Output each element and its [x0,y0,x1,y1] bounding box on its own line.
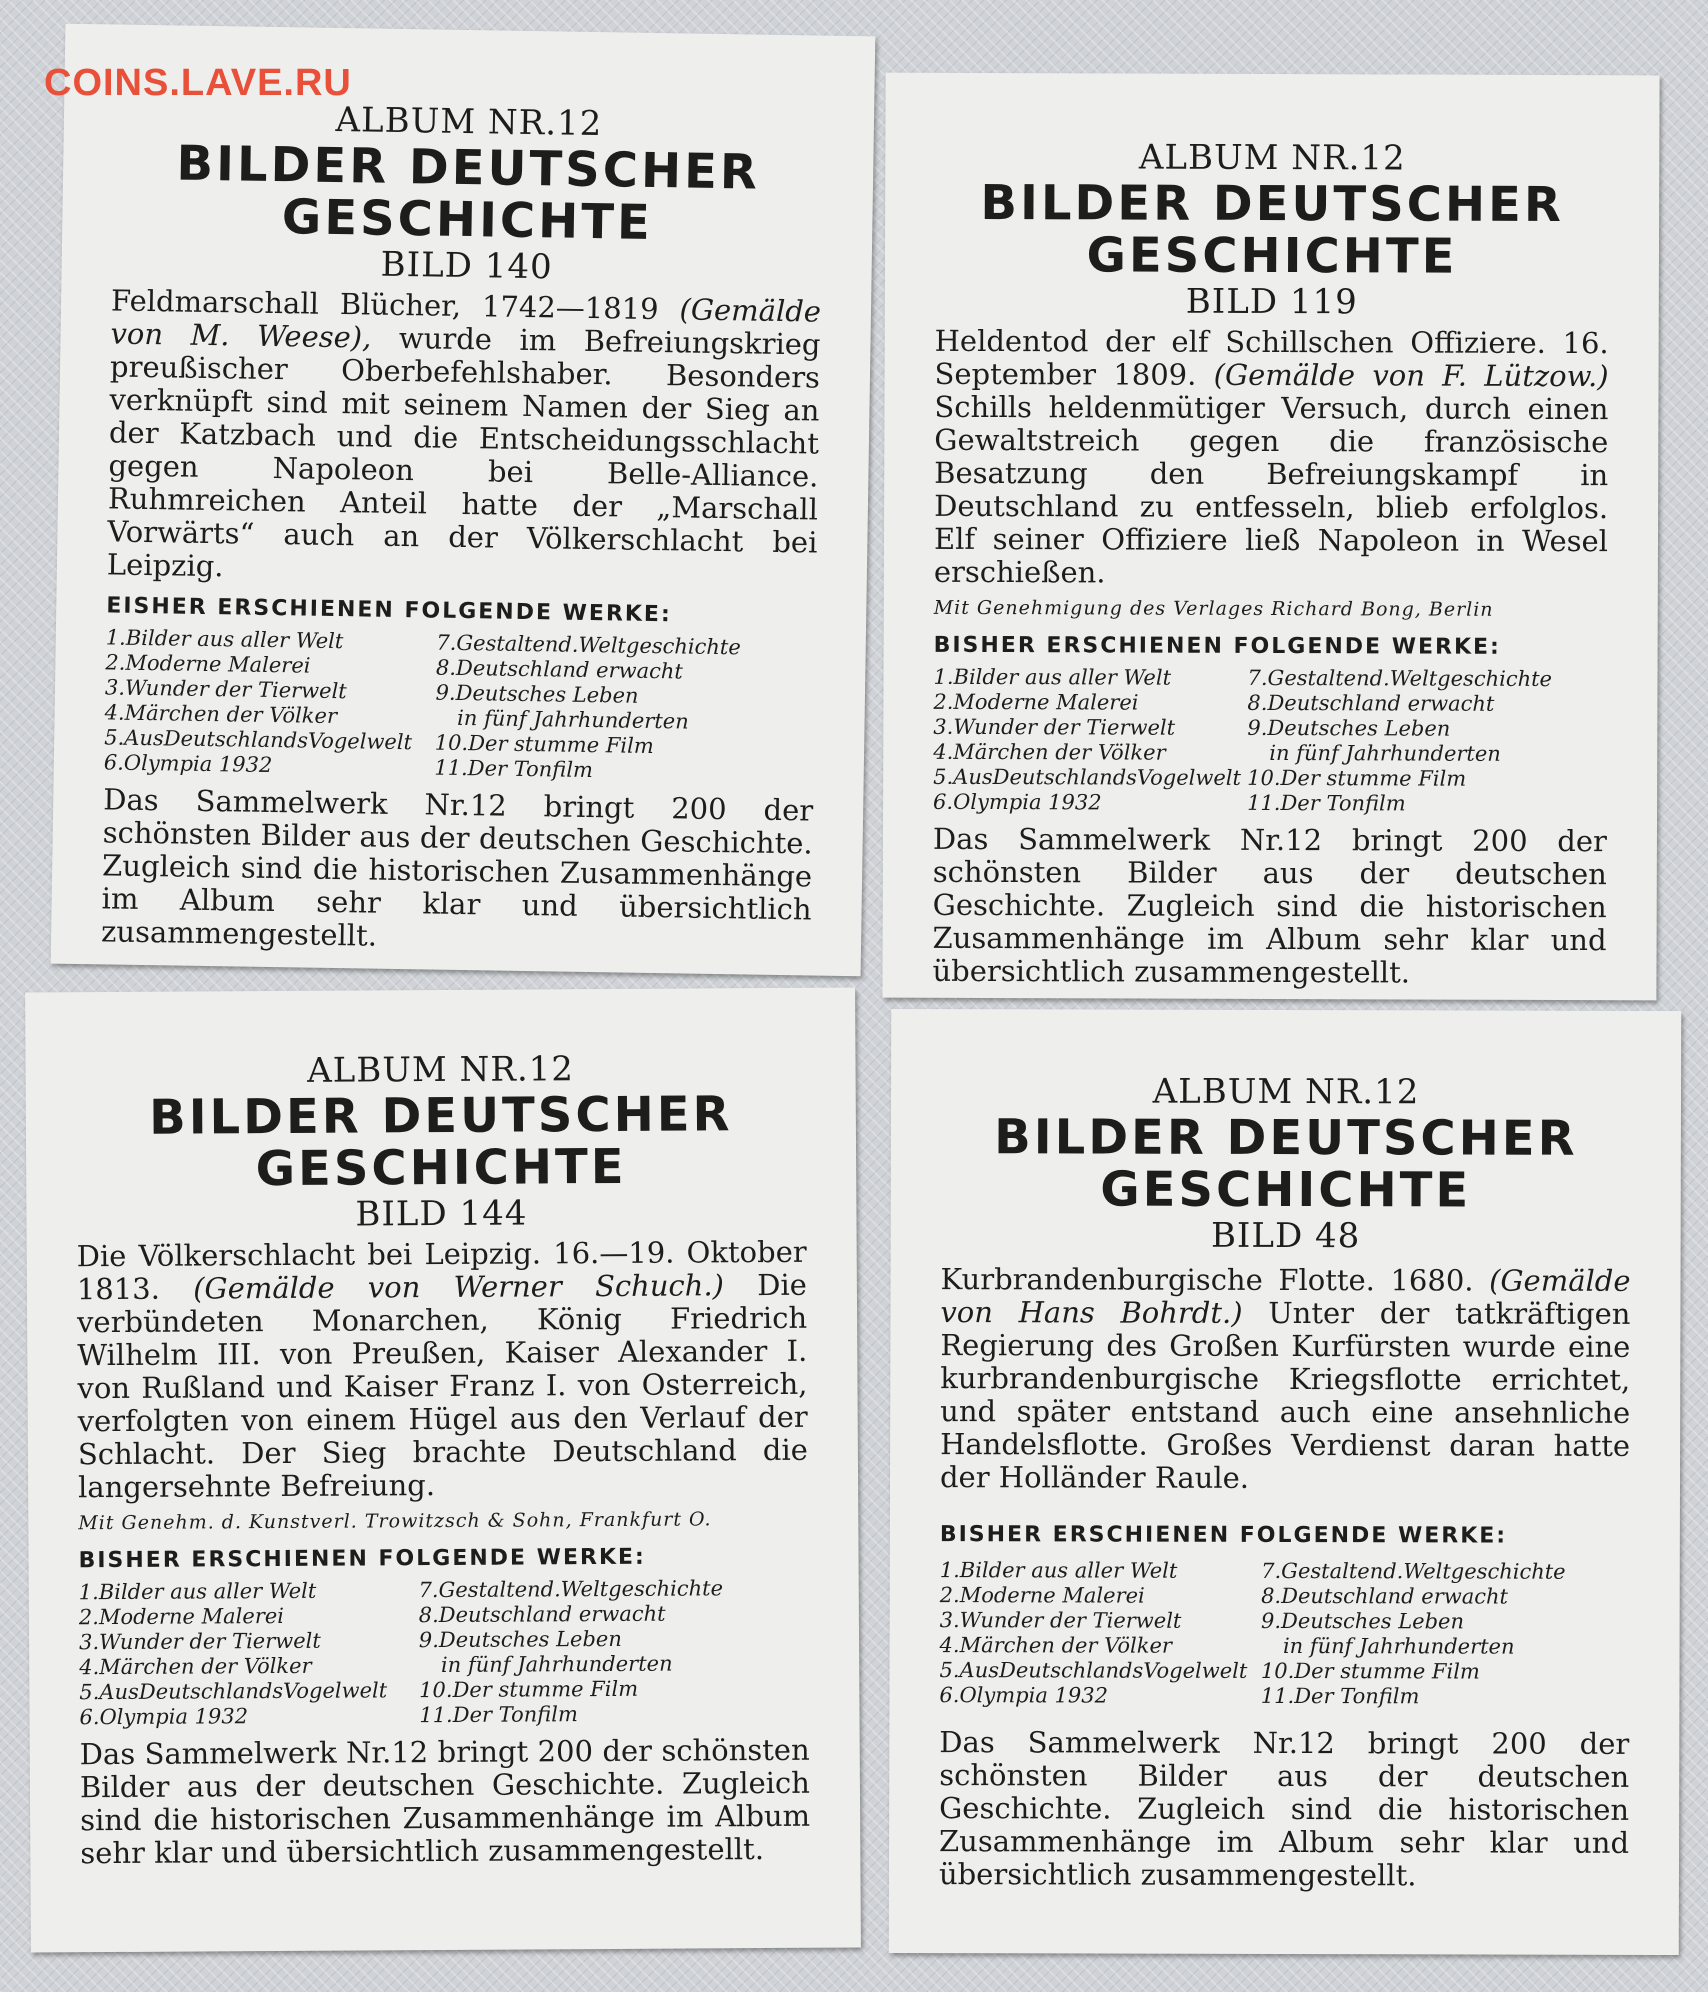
work-item: 2.Moderne Malerei [939,1583,1145,1608]
works-column-left [933,665,1244,816]
work-item: 9.Deutsches Leben [418,1626,622,1653]
work-item: 4.Märchen der Völker [939,1633,1172,1658]
work-item: 8.Deutschland erwacht [435,655,684,684]
publisher-credit: Mit Genehm. d. Kunstverl. Trowitzsch & Sohn, Frankfurt O. [78,1508,712,1535]
work-item: 8.Deutschland erwacht [1247,690,1495,716]
work-item: 2.Moderne Malerei [78,1603,285,1630]
card-text: Die verbündeten Monarchen, König Friedrich Wilhelm III. von Preußen, Kaiser Alexander I. von Rußland und Kaiser Franz I. von Osterreich, verfolgten von einem Hügel aus den Verlauf der Schlacht. Der Sieg brachte Deutschland die langersehnte Befreiung. [76,1267,808,1505]
work-item-continuation: in fünf Jahrhunderten [456,705,689,734]
works-column-right [434,631,820,787]
publisher-credit: Mit Genehmigung des Verlages Richard Bong, Berlin [933,596,1494,621]
work-item: 5.AusDeutschlandsVogelwelt [79,1678,388,1705]
card-number: BILD 48 [1210,1215,1361,1257]
watermark-text: COINS.LAVE.RU [44,62,352,104]
card-description [934,325,1609,591]
work-item: 3.Wunder der Tierwelt [933,714,1176,740]
work-item: 10.Der stumme Film [1260,1658,1480,1684]
work-item: 10.Der stumme Film [1247,765,1467,791]
works-list [933,665,1608,817]
album-number: ALBUM NR.12 [1152,1071,1420,1113]
works-column-left [939,1558,1257,1709]
work-item-continuation: in fünf Jahrhunderten [1269,740,1501,766]
painting-caption: (Gemälde von Werner Schuch.) [193,1268,725,1306]
card-number: BILD 144 [355,1193,528,1235]
work-item: 10.Der stumme Film [419,1676,639,1703]
card-text: Schills heldenmütiger Versuch, durch einen Gewaltstreich gegen die französische Besatzung den Befreiungskampf in Deutschland zu entfesseln, blieb erfolglos. Elf seiner Offiziere ließ Napoleon in Wesel erschießen. [933,389,1609,590]
work-item: 11.Der Tonfilm [1260,1683,1420,1709]
work-item: 1.Bilder aus aller Welt [933,664,1172,690]
works-column-left [104,625,433,780]
series-title-line-1: BILDER DEUTSCHER [176,135,761,201]
work-item: 5.AusDeutschlandsVogelwelt [933,764,1242,790]
works-heading: BISHER ERSCHIENEN FOLGENDE WERKE: [933,632,1501,660]
works-heading: EISHER ERSCHIENEN FOLGENDE WERKE: [106,593,672,628]
work-item: 2.Moderne Malerei [933,689,1139,715]
work-item: 11.Der Tonfilm [1247,790,1406,816]
work-item: 1.Bilder aus aller Welt [939,1558,1178,1583]
card-number: BILD 119 [1185,281,1358,323]
work-item: 11.Der Tonfilm [419,1702,578,1728]
work-item: 5.AusDeutschlandsVogelwelt [104,725,413,755]
works-heading: BISHER ERSCHIENEN FOLGENDE WERKE: [939,1522,1508,1549]
work-item: 3.Wunder der Tierwelt [78,1628,321,1655]
works-list [104,625,816,786]
works-list [939,1558,1629,1710]
trading-card-bild-144 [25,987,861,1952]
work-item: 6.Olympia 1932 [103,750,273,778]
works-column-left [79,1578,416,1730]
card-title: Die Völkerschlacht bei Leipzig. 16.—19. Oktober 1813. [76,1234,807,1307]
work-item: 9.Deutsches Leben [1260,1608,1465,1634]
card-text: Unter der tatkräftigen Regierung des Großen Kurfürsten wurde eine kurbrandenburgische Kriegsflotte errichtet, und später entstand auch eine ansehnliche Handelsflotte. Großes Verdienst daran hatte der Holländer Raule. [939,1295,1631,1495]
work-item: 6.Olympia 1932 [933,789,1102,815]
trading-card-bild-140 [51,24,876,977]
series-title-line-1: BILDER DEUTSCHER [994,1109,1578,1167]
collection-blurb: Das Sammelwerk Nr.12 bringt 200 der schönsten Bilder aus der deutschen Geschichte. Zugleich sind die historischen Zusammenhänge im Album sehr klar und übersichtlich zusammengestellt. [938,1725,1630,1893]
work-item: 4.Märchen der Völker [104,700,338,729]
collection-blurb: Das Sammelwerk Nr.12 bringt 200 der schönsten Bilder aus der deutschen Geschichte. Zugleich sind die historischen Zusammenhänge im Album sehr klar und übersichtlich zusammengestellt. [100,782,814,953]
work-item: 3.Wunder der Tierwelt [939,1608,1182,1633]
work-item: 11.Der Tonfilm [434,755,594,783]
work-item: 4.Märchen der Völker [79,1653,312,1680]
work-item: 7.Gestaltend.Weltgeschichte [1261,1558,1566,1584]
work-item: 7.Gestaltend.Weltgeschichte [418,1576,724,1603]
card-description [107,284,822,592]
work-item: 6.Olympia 1932 [939,1683,1109,1708]
card-title: Feldmarschall Blücher, 1742—1819 [110,283,659,327]
collection-blurb: Das Sammelwerk Nr.12 bringt 200 der schönsten Bilder aus der deutschen Geschichte. Zugleich sind die historischen Zusammenhänge im Album sehr klar und übersichtlich zusammengestellt. [932,821,1607,990]
work-item: 5.AusDeutschlandsVogelwelt [939,1658,1248,1683]
work-item: 6.Olympia 1932 [79,1704,249,1730]
work-item-continuation: in fünf Jahrhunderten [1282,1633,1515,1659]
painting-caption: (Gemälde von F. Lützow.) [1213,357,1609,394]
works-column-right [1261,1559,1634,1710]
trading-card-bild-119 [882,73,1659,1001]
painting-caption: (Gemälde von Hans Bohrdt.) [940,1263,1631,1330]
works-heading: BISHER ERSCHIENEN FOLGENDE WERKE: [78,1544,646,1574]
series-title-line-1: BILDER DEUTSCHER [980,174,1564,234]
card-description [77,1236,809,1504]
series-title-line-2: GESCHICHTE [1086,227,1458,285]
card-number: BILD 140 [380,244,553,288]
work-item: 2.Moderne Malerei [105,650,311,678]
work-item: 4.Märchen der Völker [933,739,1166,765]
work-item: 1.Bilder aus aller Welt [105,625,344,654]
trading-card-bild-48 [889,1009,1681,1955]
card-description [940,1263,1631,1496]
work-item: 9.Deutsches Leben [1247,715,1451,741]
collection-blurb: Das Sammelwerk Nr.12 bringt 200 der schönsten Bilder aus der deutschen Geschichte. Zugleich sind die historischen Zusammenhänge im Album sehr klar und übersichtlich zusammengestellt. [79,1732,811,1871]
album-number: ALBUM NR.12 [1138,137,1406,179]
series-title-line-1: BILDER DEUTSCHER [148,1086,733,1146]
work-item: 10.Der stumme Film [434,730,654,759]
work-item: 9.Deutsches Leben [435,680,639,708]
work-item: 3.Wunder der Tierwelt [104,675,347,704]
work-item-continuation: in fünf Jahrhunderten [440,1651,673,1678]
series-title-line-2: GESCHICHTE [281,189,654,251]
card-title: Kurbrandenburgische Flotte. 1680. [940,1262,1474,1298]
series-title-line-2: GESCHICHTE [1100,1161,1472,1219]
works-column-right [418,1576,813,1728]
series-title-line-2: GESCHICHTE [255,1138,627,1198]
work-item: 7.Gestaltend.Weltgeschichte [436,630,741,660]
album-number: ALBUM NR.12 [335,99,603,145]
works-list [79,1576,810,1730]
work-item: 7.Gestaltend.Weltgeschichte [1247,665,1553,691]
work-item: 8.Deutschland erwacht [1261,1583,1509,1609]
card-title: Heldentod der elf Schillschen Offiziere. 16. September 1809. [934,323,1609,392]
card-text: wurde im Befreiungskrieg preußischer Oberbefehlshaber. Besonders verknüpft sind mit seinem Namen der Sieg an der Katzbach und die Entscheidungsschlacht gegen Napoleon bei Belle-Alliance. Ruhmreichen Anteil hatte der „Marschall Vorwärts“ auch an der Völkerschlacht bei Leipzig. [106,320,821,584]
works-column-right [1247,666,1611,817]
work-item: 8.Deutschland erwacht [418,1601,666,1628]
work-item: 1.Bilder aus aller Welt [78,1578,317,1605]
album-number: ALBUM NR.12 [307,1049,575,1091]
painting-caption: (Gemälde von M. Weese), [110,292,822,355]
